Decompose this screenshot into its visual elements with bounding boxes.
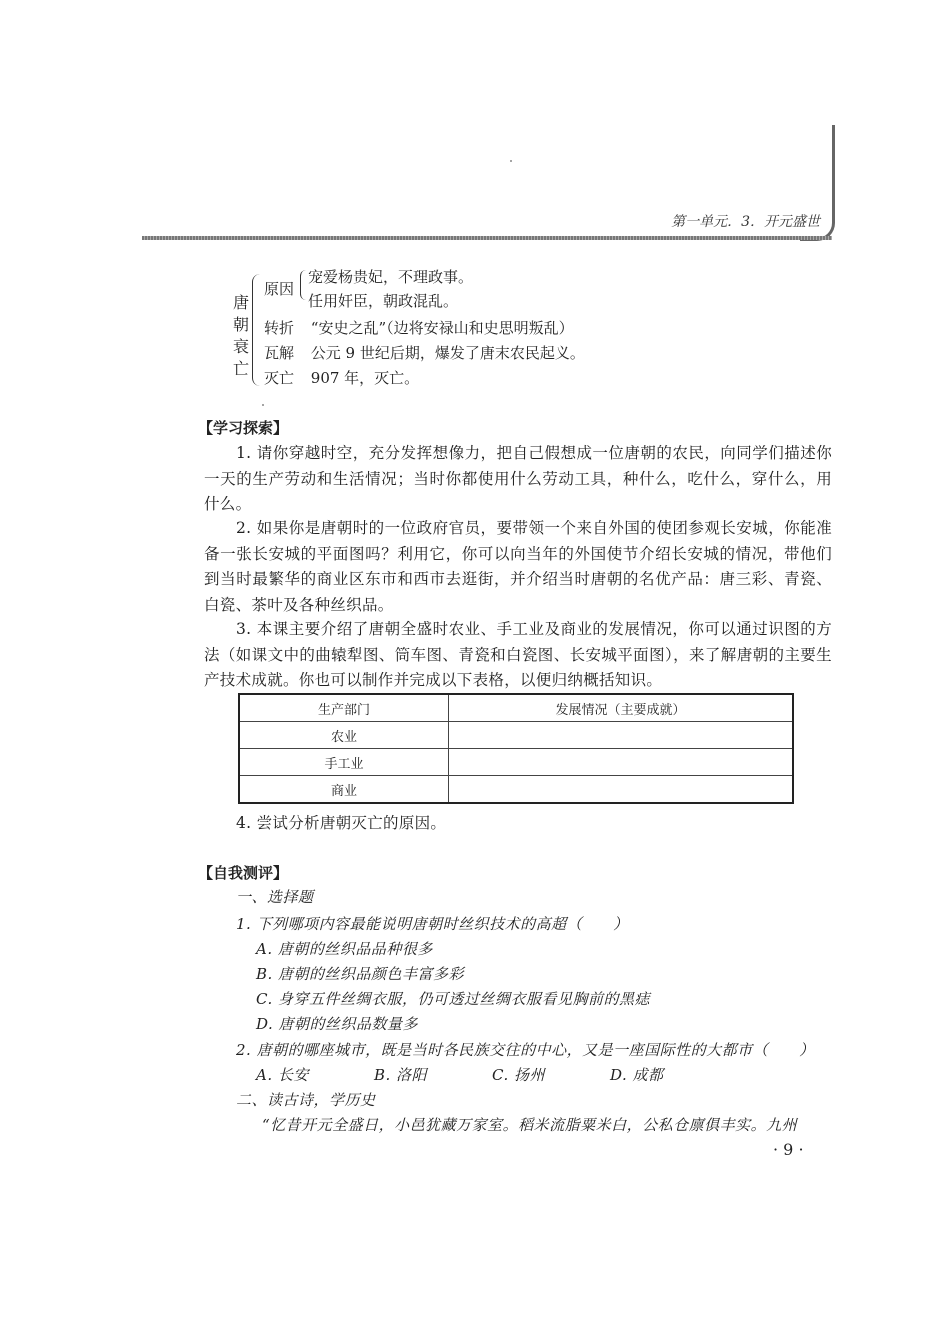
scan-speck xyxy=(510,160,512,162)
table-header-cell: 生产部门 xyxy=(239,694,449,722)
table-cell: 商业 xyxy=(239,776,449,804)
q1-option: B. 唐朝的丝织品颜色丰富多彩 xyxy=(256,965,465,983)
study-item-1: 1. 请你穿越时空，充分发挥想像力，把自己假想成一位唐朝的农民，向同学们描述你一天的生产劳动和生活情况；当时你都使用什么劳动工具，种什么，吃什么，穿什么，用什么。 xyxy=(204,444,832,513)
running-header: 第一单元．3．开元盛世 xyxy=(671,214,820,230)
q1-option: D. 唐朝的丝织品数量多 xyxy=(256,1015,419,1033)
page-number: · 9 · xyxy=(773,1140,804,1159)
production-table xyxy=(238,693,794,804)
table-cell-empty xyxy=(449,749,794,776)
outline-brace xyxy=(252,274,261,386)
outline-cause-item: 任用奸臣，朝政混乱。 xyxy=(308,292,459,310)
study-item-3: 3. 本课主要介绍了唐朝全盛时农业、手工业及商业的发展情况，你可以通过识图的方法（如课文中的曲辕犁图、筒车图、青瓷和白瓷图、长安城平面图），来了解唐朝的主要生产技术成就。你也可以制作并完成以下表格，以便归纳概括知识。 xyxy=(204,620,832,689)
q2-option: B. 洛阳 xyxy=(374,1066,428,1084)
outline-row: 灭亡 907 年，灭亡。 xyxy=(264,369,420,387)
table-cell: 农业 xyxy=(239,722,449,749)
part1-title: 一、选择题 xyxy=(236,888,314,906)
cause-brace xyxy=(300,270,307,300)
q1-option: C. 身穿五件丝绸衣服，仍可透过丝绸衣服看见胸前的黑痣 xyxy=(256,990,650,1008)
q2-options xyxy=(256,1064,728,1085)
table-header-cell: 发展情况（主要成就） xyxy=(449,694,794,722)
outline-cause-key: 原因 xyxy=(264,280,295,298)
outline-vertical-label: 唐 朝 衰 亡 xyxy=(232,293,249,378)
table-cell: 手工业 xyxy=(239,749,449,776)
poem-line: “忆昔开元全盛日，小邑犹藏万家室。稻米流脂粟米白，公私仓廪俱丰实。九州 xyxy=(262,1116,798,1134)
q2-option: D. 成都 xyxy=(610,1066,664,1084)
q1-option: A. 唐朝的丝织品品种很多 xyxy=(256,940,433,958)
study-heading: 【学习探索】 xyxy=(198,419,289,437)
outline-row: 转折 “安史之乱”（边将安禄山和史思明叛乱） xyxy=(264,319,574,337)
study-item-2: 2. 如果你是唐朝时的一位政府官员，要带领一个来自外国的使团参观长安城，你能准备一张长安城的平面图吗？利用它，你可以向当年的外国使节介绍长安城的情况，带他们到当时最繁华的商业区东市和西市去逛街，并介绍当时唐朝的名优产品：唐三彩、青瓷、白瓷、茶叶及各种丝织品。 xyxy=(204,519,832,614)
question-1-stem: 1. 下列哪项内容最能说明唐朝时丝织技术的高超（ ） xyxy=(236,915,629,933)
scan-speck xyxy=(262,404,264,406)
table-header-row xyxy=(239,694,793,722)
header-rule xyxy=(142,236,832,240)
q2-option: C. 扬州 xyxy=(492,1066,545,1084)
table-cell-empty xyxy=(449,722,794,749)
table-row xyxy=(239,749,793,776)
question-2-stem: 2. 唐朝的哪座城市，既是当时各民族交往的中心，又是一座国际性的大都市（ ） xyxy=(236,1041,815,1059)
study-item-4: 4. 尝试分析唐朝灭亡的原因。 xyxy=(236,814,447,832)
selftest-heading: 【自我测评】 xyxy=(198,864,289,882)
table-row xyxy=(239,776,793,804)
table-cell-empty xyxy=(449,776,794,804)
part2-title: 二、读古诗，学历史 xyxy=(236,1091,376,1109)
outline-row: 瓦解 公元 9 世纪后期，爆发了唐末农民起义。 xyxy=(264,344,585,362)
q2-option: A. 长安 xyxy=(256,1066,309,1084)
tang-decline-outline xyxy=(232,262,652,392)
outline-cause-item: 宠爱杨贵妃，不理政事。 xyxy=(308,268,474,286)
table-row xyxy=(239,722,793,749)
